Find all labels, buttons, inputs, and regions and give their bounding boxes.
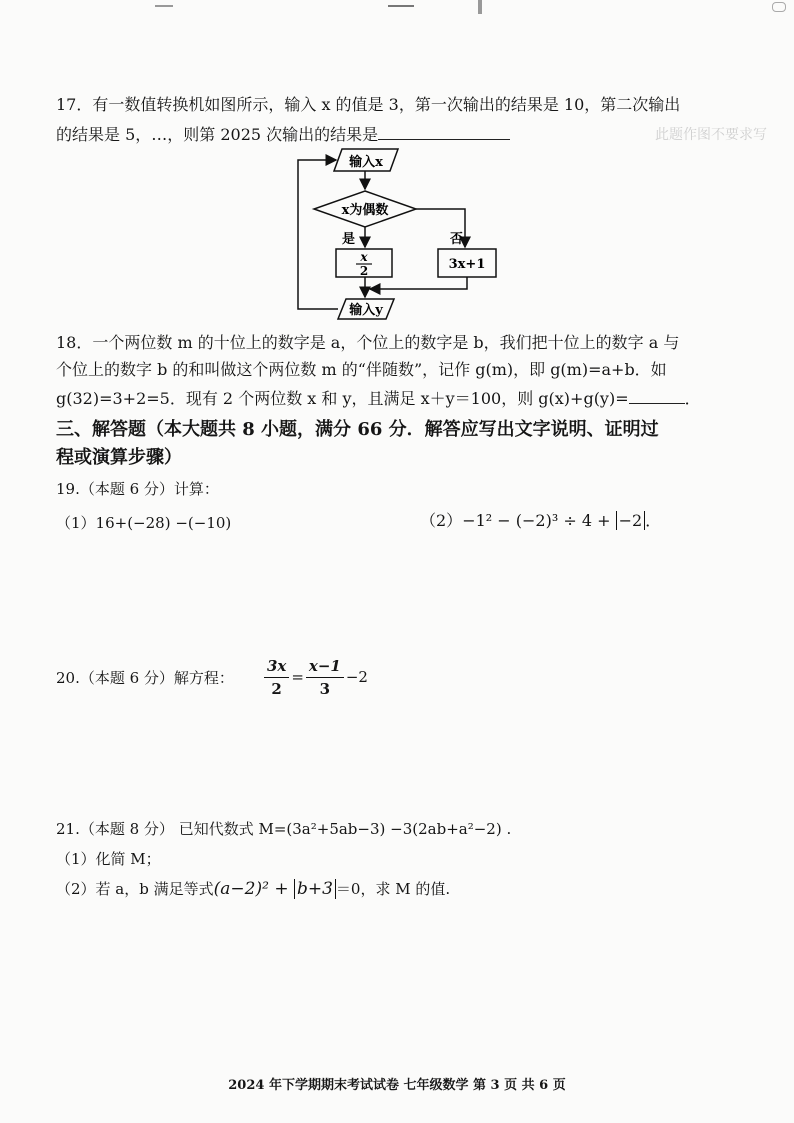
q20-num2: x−1	[306, 655, 344, 678]
q21-part1: （1）化简 M；	[56, 850, 161, 868]
q17-line1: 17．有一数值转换机如图所示，输入 x 的值是 3，第一次输出的结果是 10，第二次输出	[56, 95, 681, 114]
flow-yes-denominator: 2	[359, 264, 369, 278]
q18-line3	[56, 386, 701, 409]
q20-num1: 3x	[264, 655, 289, 678]
q18-line3-end: ．	[684, 389, 701, 408]
q20-tail: −2	[345, 668, 368, 686]
answer-blank	[629, 403, 685, 404]
q19-header: 19.（本题 6 分）计算：	[56, 480, 219, 498]
flowchart	[290, 145, 520, 320]
q21-part2-abs: b+3	[294, 879, 336, 899]
q20-equals: =	[291, 668, 304, 686]
flow-condition-label: x为偶数	[341, 203, 389, 218]
q20-den1: 2	[271, 679, 282, 698]
page-footer: 2024 年下学期期末考试试卷 七年级数学 第 3 页 共 6 页	[228, 1078, 566, 1093]
q19-part2-end: ．	[645, 511, 662, 530]
bleed-through-text: 此题作图不要求写	[655, 127, 767, 143]
flow-no-label-box: 3x+1	[448, 257, 486, 272]
flow-output-label: 输入y	[349, 303, 383, 318]
q19-part2-expr: −1² − (−2)³ ÷ 4 +	[462, 511, 616, 530]
q21-part2-expr: (a−2)² +	[213, 879, 294, 899]
q18-line1: 18．一个两位数 m 的十位上的数字是 a，个位上的数字是 b，我们把十位上的数字 a 与	[56, 333, 680, 352]
flow-input-label: 输入x	[349, 155, 383, 170]
q21-part2-a: （2）若 a，b 满足等式	[56, 880, 214, 898]
q20-header: 20.（本题 6 分）解方程：	[56, 668, 234, 687]
flow-no-label: 否	[450, 232, 464, 247]
q20-fraction-left	[264, 655, 289, 700]
q19-part2-abs: −2	[616, 511, 646, 530]
q19-part2-label: （2）	[420, 511, 463, 530]
q21-part2	[56, 878, 450, 899]
section-heading-line1: 三、解答题（本大题共 8 小题，满分 66 分．解答应写出文字说明、证明过	[56, 419, 659, 440]
q17-line2-text: 的结果是 5，…，则第 2025 次输出的结果是	[56, 125, 379, 144]
q21-part2-b: ＝0，求 M 的值.	[335, 880, 451, 898]
flow-yes-numerator: x	[360, 250, 368, 264]
q18-line2: 个位上的数字 b 的和叫做这个两位数 m 的“伴随数”，记作 g(m)，即 g(m)=a+b．如	[56, 360, 667, 379]
q18-line3-text: g(32)=3+2=5．现有 2 个两位数 x 和 y，且满足 x＋y＝100，则 g(x)+g(y)=	[56, 389, 629, 408]
scan-mark	[388, 0, 414, 7]
q20	[56, 652, 368, 702]
q19-part1: （1）16+(−28) −(−10)	[56, 514, 232, 532]
flow-yes-label: 是	[342, 232, 356, 247]
section-heading-line2: 程或演算步骤）	[56, 447, 182, 468]
answer-blank	[378, 139, 510, 140]
scan-mark	[772, 2, 786, 12]
q17-line2	[56, 122, 510, 145]
scan-mark	[478, 0, 482, 14]
q19-part2	[420, 508, 661, 531]
q20-fraction-right	[306, 655, 344, 700]
q21-header: 21.（本题 8 分） 已知代数式 M=(3a²+5ab−3) −3(2ab+a²−2) .	[56, 820, 512, 838]
q20-den2: 3	[319, 679, 331, 698]
scan-mark	[155, 0, 173, 7]
